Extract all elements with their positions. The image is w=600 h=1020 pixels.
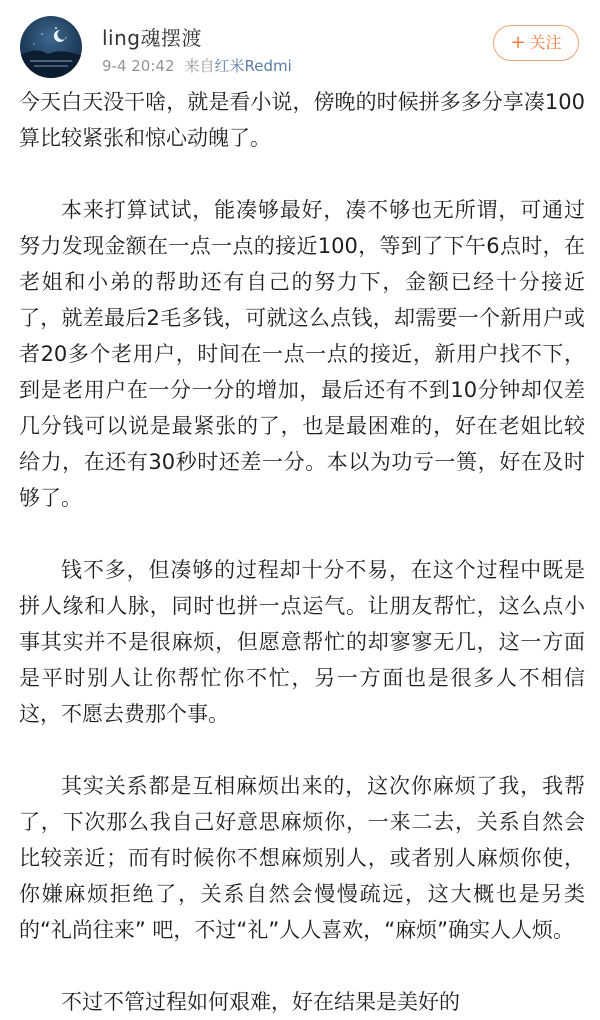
post-paragraph: 其实关系都是互相麻烦出来的，这次你麻烦了我，我帮了，下次那么我自己好意思麻烦你，一来二去，关系自然会比较亲近；而有时候你不想麻烦别人，或者别人麻烦你使，你嫌麻烦拒绝了，关系自然会慢慢疏远，这大概也是另类的“礼尚往来” 吧，不过“礼”人人喜欢，“麻烦”确实人人烦。 [19, 774, 585, 942]
follow-label: 关注 [529, 33, 562, 52]
post-body [19, 84, 585, 1020]
post-meta [102, 55, 292, 76]
plus-icon: + [510, 32, 526, 53]
source-prefix: 来自 [184, 57, 215, 75]
avatar[interactable] [20, 16, 82, 78]
post-time: 9-4 20:42 [102, 57, 175, 75]
post-paragraph: 钱不多，但凑够的过程却十分不易，在这个过程中既是拼人缘和人脉，同时也拼一点运气。让朋友帮忙，这么点小事其实并不是很麻烦，但愿意帮忙的却寥寥无几，这一方面是平时别人让你帮忙你不忙，另一方面也是很多人不相信这，不愿去费那个事。 [19, 558, 585, 726]
post-paragraph: 今天白天没干啥，就是看小说，傍晚的时候拼多多分享凑100算比较紧张和惊心动魄了。 [19, 90, 585, 150]
post-header [0, 0, 600, 90]
username[interactable]: ling魂摆渡 [102, 26, 202, 50]
post-paragraph: 本来打算试试，能凑够最好，凑不够也无所谓，可通过努力发现金额在一点一点的接近100，等到了下午6点时，在老姐和小弟的帮助还有自己的努力下，金额已经十分接近了，就差最后2毛多钱，可就这么点钱，却需要一个新用户或者20多个老用户，时间在一点一点的接近，新用户找不下，到是老用户在一分一分的增加，最后还有不到10分钟却仅差几分钱可以说是最紧张的了，也是最困难的，好在老姐比较给力，在还有30秒时还差一分。本以为功亏一篑，好在及时够了。 [19, 198, 585, 510]
post-paragraph: 不过不管过程如何艰难，好在结果是美好的 [61, 990, 460, 1014]
night-sky-avatar-icon [20, 16, 82, 78]
source-link[interactable]: 红米Redmi [214, 57, 292, 75]
follow-button[interactable] [493, 25, 579, 61]
